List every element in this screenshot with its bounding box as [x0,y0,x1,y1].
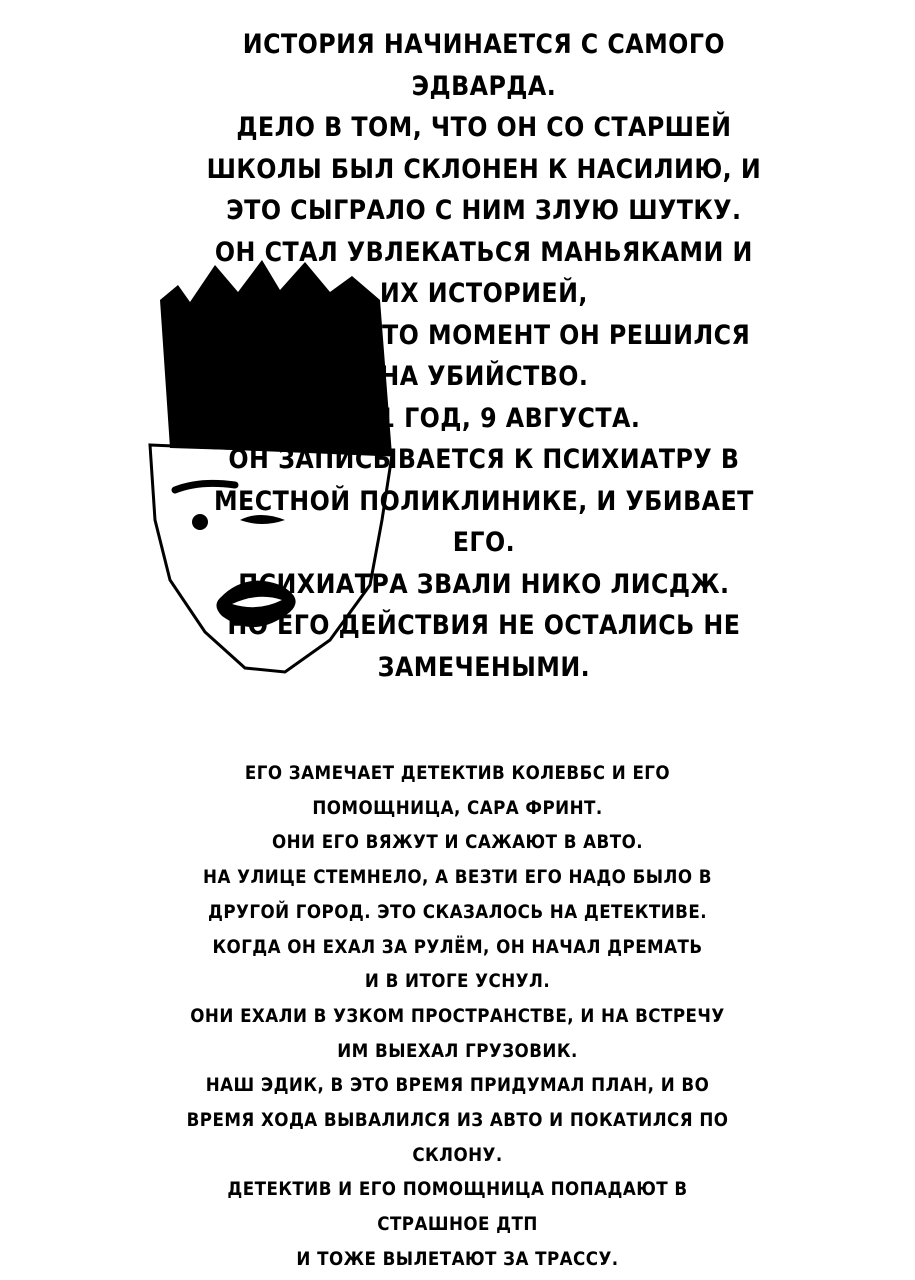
story-line: ПОМОЩНИЦА, САРА ФРИНТ. [312,796,603,819]
story-line: НА УЛИЦЕ СТЕМНЕЛО, А ВЕЗТИ ЕГО НАДО БЫЛО В [203,866,712,889]
story-line: ОН СТАЛ УВЛЕКАТЬСЯ МАНЬЯКАМИ И [214,236,753,268]
story-line: ЗАМЕЧЕНЫМИ. [377,651,591,683]
story-line: И В ИТОГЕ УСНУЛ. [364,970,551,993]
story-line: ЕГО ЗАМЕЧАЕТ ДЕТЕКТИВ КОЛЕВБС И ЕГО [244,762,671,784]
story-line: ШКОЛЫ БЫЛ СКЛОНЕН К НАСИЛИЮ, И [206,153,762,185]
story-line: ОН ЗАПИСЫВАЕТСЯ К ПСИХИАТРУ В [228,444,740,475]
story-line: И ТОЖЕ ВЫЛЕТАЮТ ЗА ТРАССУ. [296,1247,619,1270]
story-line: 1991 ГОД, 9 АВГУСТА. [327,402,641,434]
story-line: ПСИХИАТРА ЗВАЛИ НИКО ЛИСДЖ. [238,568,730,600]
story-line: ВРЕМЯ ХОДА ВЫВАЛИЛСЯ ИЗ АВТО И ПОКАТИЛСЯ ПО [186,1109,729,1132]
story-line: ОНИ ЕГО ВЯЖУТ И САЖАЮТ В АВТО. [271,831,644,854]
story-line: ЭТО СЫГРАЛО С НИМ ЗЛУЮ ШУТКУ. [226,195,742,226]
story-line: ЭДВАРДА. [411,70,557,102]
story-line: ИХ ИСТОРИЕЙ, [379,278,588,309]
story-line: НАШ ЭДИК, В ЭТО ВРЕМЯ ПРИДУМАЛ ПЛАН, И ВО [205,1074,710,1097]
story-line: МЕСТНОЙ ПОЛИКЛИНИКЕ, И УБИВАЕТ [213,485,754,517]
story-line: ДЕЛО В ТОМ, ЧТО ОН СО СТАРШЕЙ [236,112,732,143]
story-line: СКЛОНУ. [412,1143,503,1166]
story-line: ОНИ ЕХАЛИ В УЗКОМ ПРОСТРАНСТВЕ, И НА ВСТРЕЧУ [190,1004,725,1027]
story-line: ИСТОРИЯ НАЧИНАЕТСЯ С САМОГО [242,29,726,60]
story-line: СТРАШНОЕ ДТП [377,1213,538,1236]
story-line: КОГДА ОН ЕХАЛ ЗА РУЛЁМ, ОН НАЧАЛ ДРЕМАТЬ [212,935,703,958]
story-line: И В КАКОЙ ТО МОМЕНТ ОН РЕШИЛСЯ [217,319,751,351]
story-line: ДЕТЕКТИВ И ЕГО ПОМОЩНИЦА ПОПАДАЮТ В [227,1178,688,1201]
story-line: НА УБИЙСТВО. [379,361,589,392]
story-line: ЕГО. [452,527,516,558]
story-line: ДРУГОЙ ГОРОД. ЭТО СКАЗАЛОСЬ НА ДЕТЕКТИВЕ. [208,900,707,923]
story-line: ИМ ВЫЕХАЛ ГРУЗОВИК. [337,1039,578,1062]
story-upper-block [55,24,860,688]
story-lower-block [55,756,860,1277]
story-line: НО ЕГО ДЕЙСТВИЯ НЕ ОСТАЛИСЬ НЕ [227,610,741,641]
